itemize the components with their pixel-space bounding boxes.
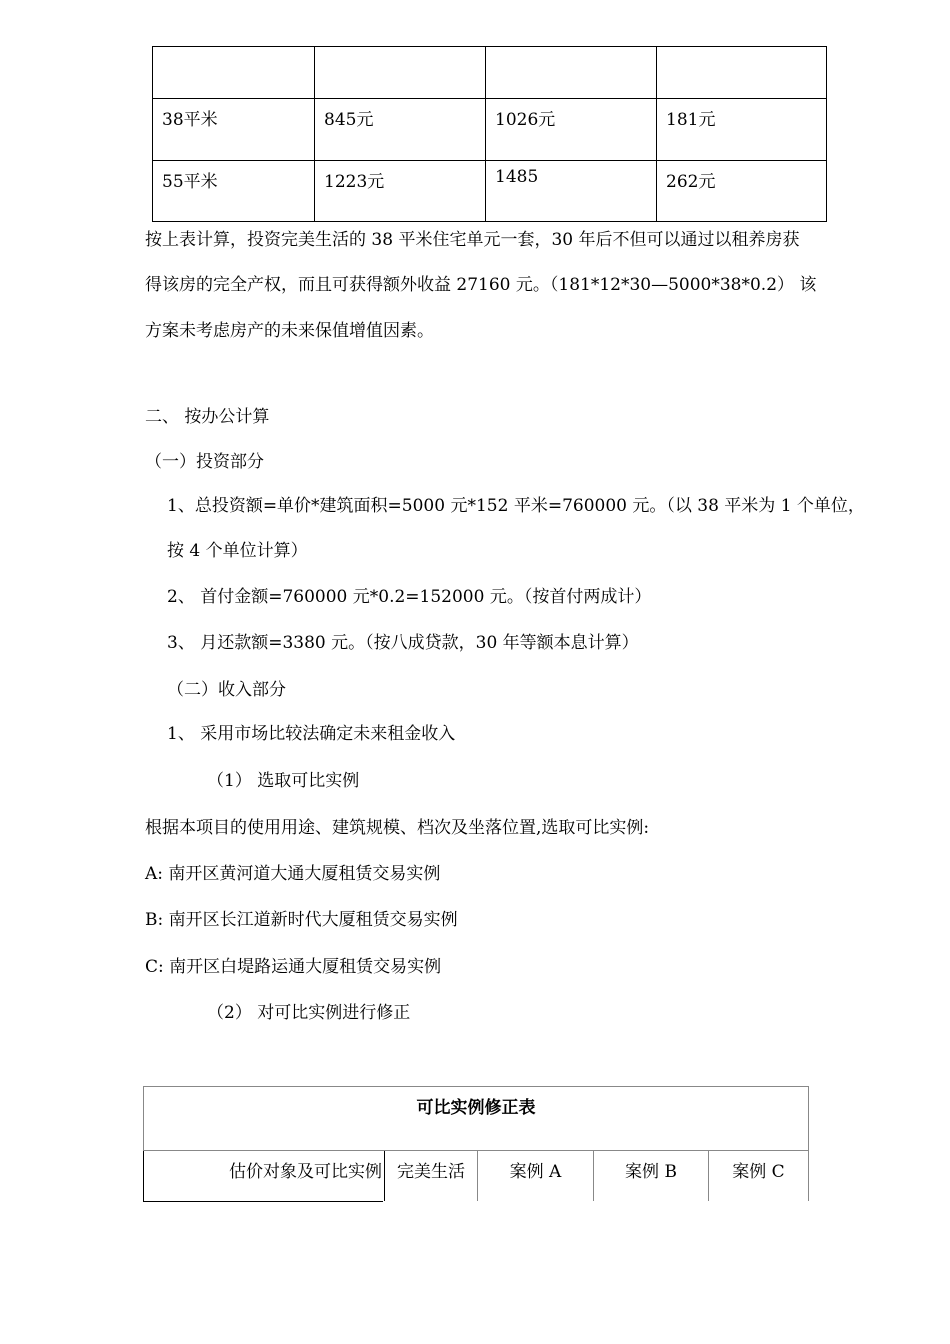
list-item: 按 4 个单位计算） — [167, 541, 308, 561]
table-cell: 38平米 — [153, 99, 315, 161]
sub-heading: （二）收入部分 — [167, 680, 286, 700]
table-row — [153, 161, 827, 222]
correction-table — [143, 1086, 809, 1201]
table-cell: 262元 — [657, 161, 827, 222]
table-row — [153, 47, 827, 99]
list-item: （1） 选取可比实例 — [207, 771, 360, 791]
price-table — [152, 46, 827, 222]
table-header-row — [144, 1151, 809, 1201]
body-text: 根据本项目的使用用途、建筑规模、档次及坐落位置,选取可比实例: — [145, 818, 650, 838]
list-item: A: 南开区黄河道大通大厦租赁交易实例 — [145, 864, 441, 884]
body-text: 得该房的完全产权，而且可获得额外收益 27160 元。（181*12*30—5000*38*0.2） 该 — [145, 275, 817, 295]
table-cell — [657, 47, 827, 99]
table-header-cell: 估价对象及可比实例 — [144, 1151, 385, 1201]
body-text: 按上表计算，投资完美生活的 38 平米住宅单元一套，30 年后不但可以通过以租养房获 — [145, 230, 800, 250]
table-rule — [143, 1201, 383, 1202]
table-cell: 845元 — [315, 99, 486, 161]
table-cell — [315, 47, 486, 99]
table-cell — [153, 47, 315, 99]
list-item: B: 南开区长江道新时代大厦租赁交易实例 — [145, 910, 458, 930]
table-cell: 1026元 — [486, 99, 657, 161]
table-cell: 55平米 — [153, 161, 315, 222]
table-cell: 181元 — [657, 99, 827, 161]
list-item: （2） 对可比实例进行修正 — [207, 1003, 411, 1023]
sub-heading: （一）投资部分 — [145, 452, 264, 472]
table-row — [153, 99, 827, 161]
section-heading: 二、 按办公计算 — [145, 407, 270, 427]
table-cell: 1223元 — [315, 161, 486, 222]
table-title-row — [144, 1087, 809, 1151]
list-item: 1、总投资额=单价*建筑面积=5000 元*152 平米=760000 元。（以 38 平米为 1 个单位， — [167, 496, 865, 516]
list-item: 2、 首付金额=760000 元*0.2=152000 元。（按首付两成计） — [167, 587, 652, 607]
list-item: C: 南开区白堤路运通大厦租赁交易实例 — [145, 957, 442, 977]
table-cell: 1485 — [486, 161, 657, 222]
table-header-cell: 完美生活 — [385, 1151, 478, 1201]
table-header-cell: 案例 A — [478, 1151, 594, 1201]
body-text: 方案未考虑房产的未来保值增值因素。 — [145, 321, 434, 341]
list-item: 3、 月还款额=3380 元。（按八成贷款，30 年等额本息计算） — [167, 633, 639, 653]
table-title: 可比实例修正表 — [144, 1087, 809, 1151]
list-item: 1、 采用市场比较法确定未来租金收入 — [167, 724, 456, 744]
table-cell — [486, 47, 657, 99]
table-header-cell: 案例 C — [709, 1151, 809, 1201]
table-header-cell: 案例 B — [594, 1151, 709, 1201]
